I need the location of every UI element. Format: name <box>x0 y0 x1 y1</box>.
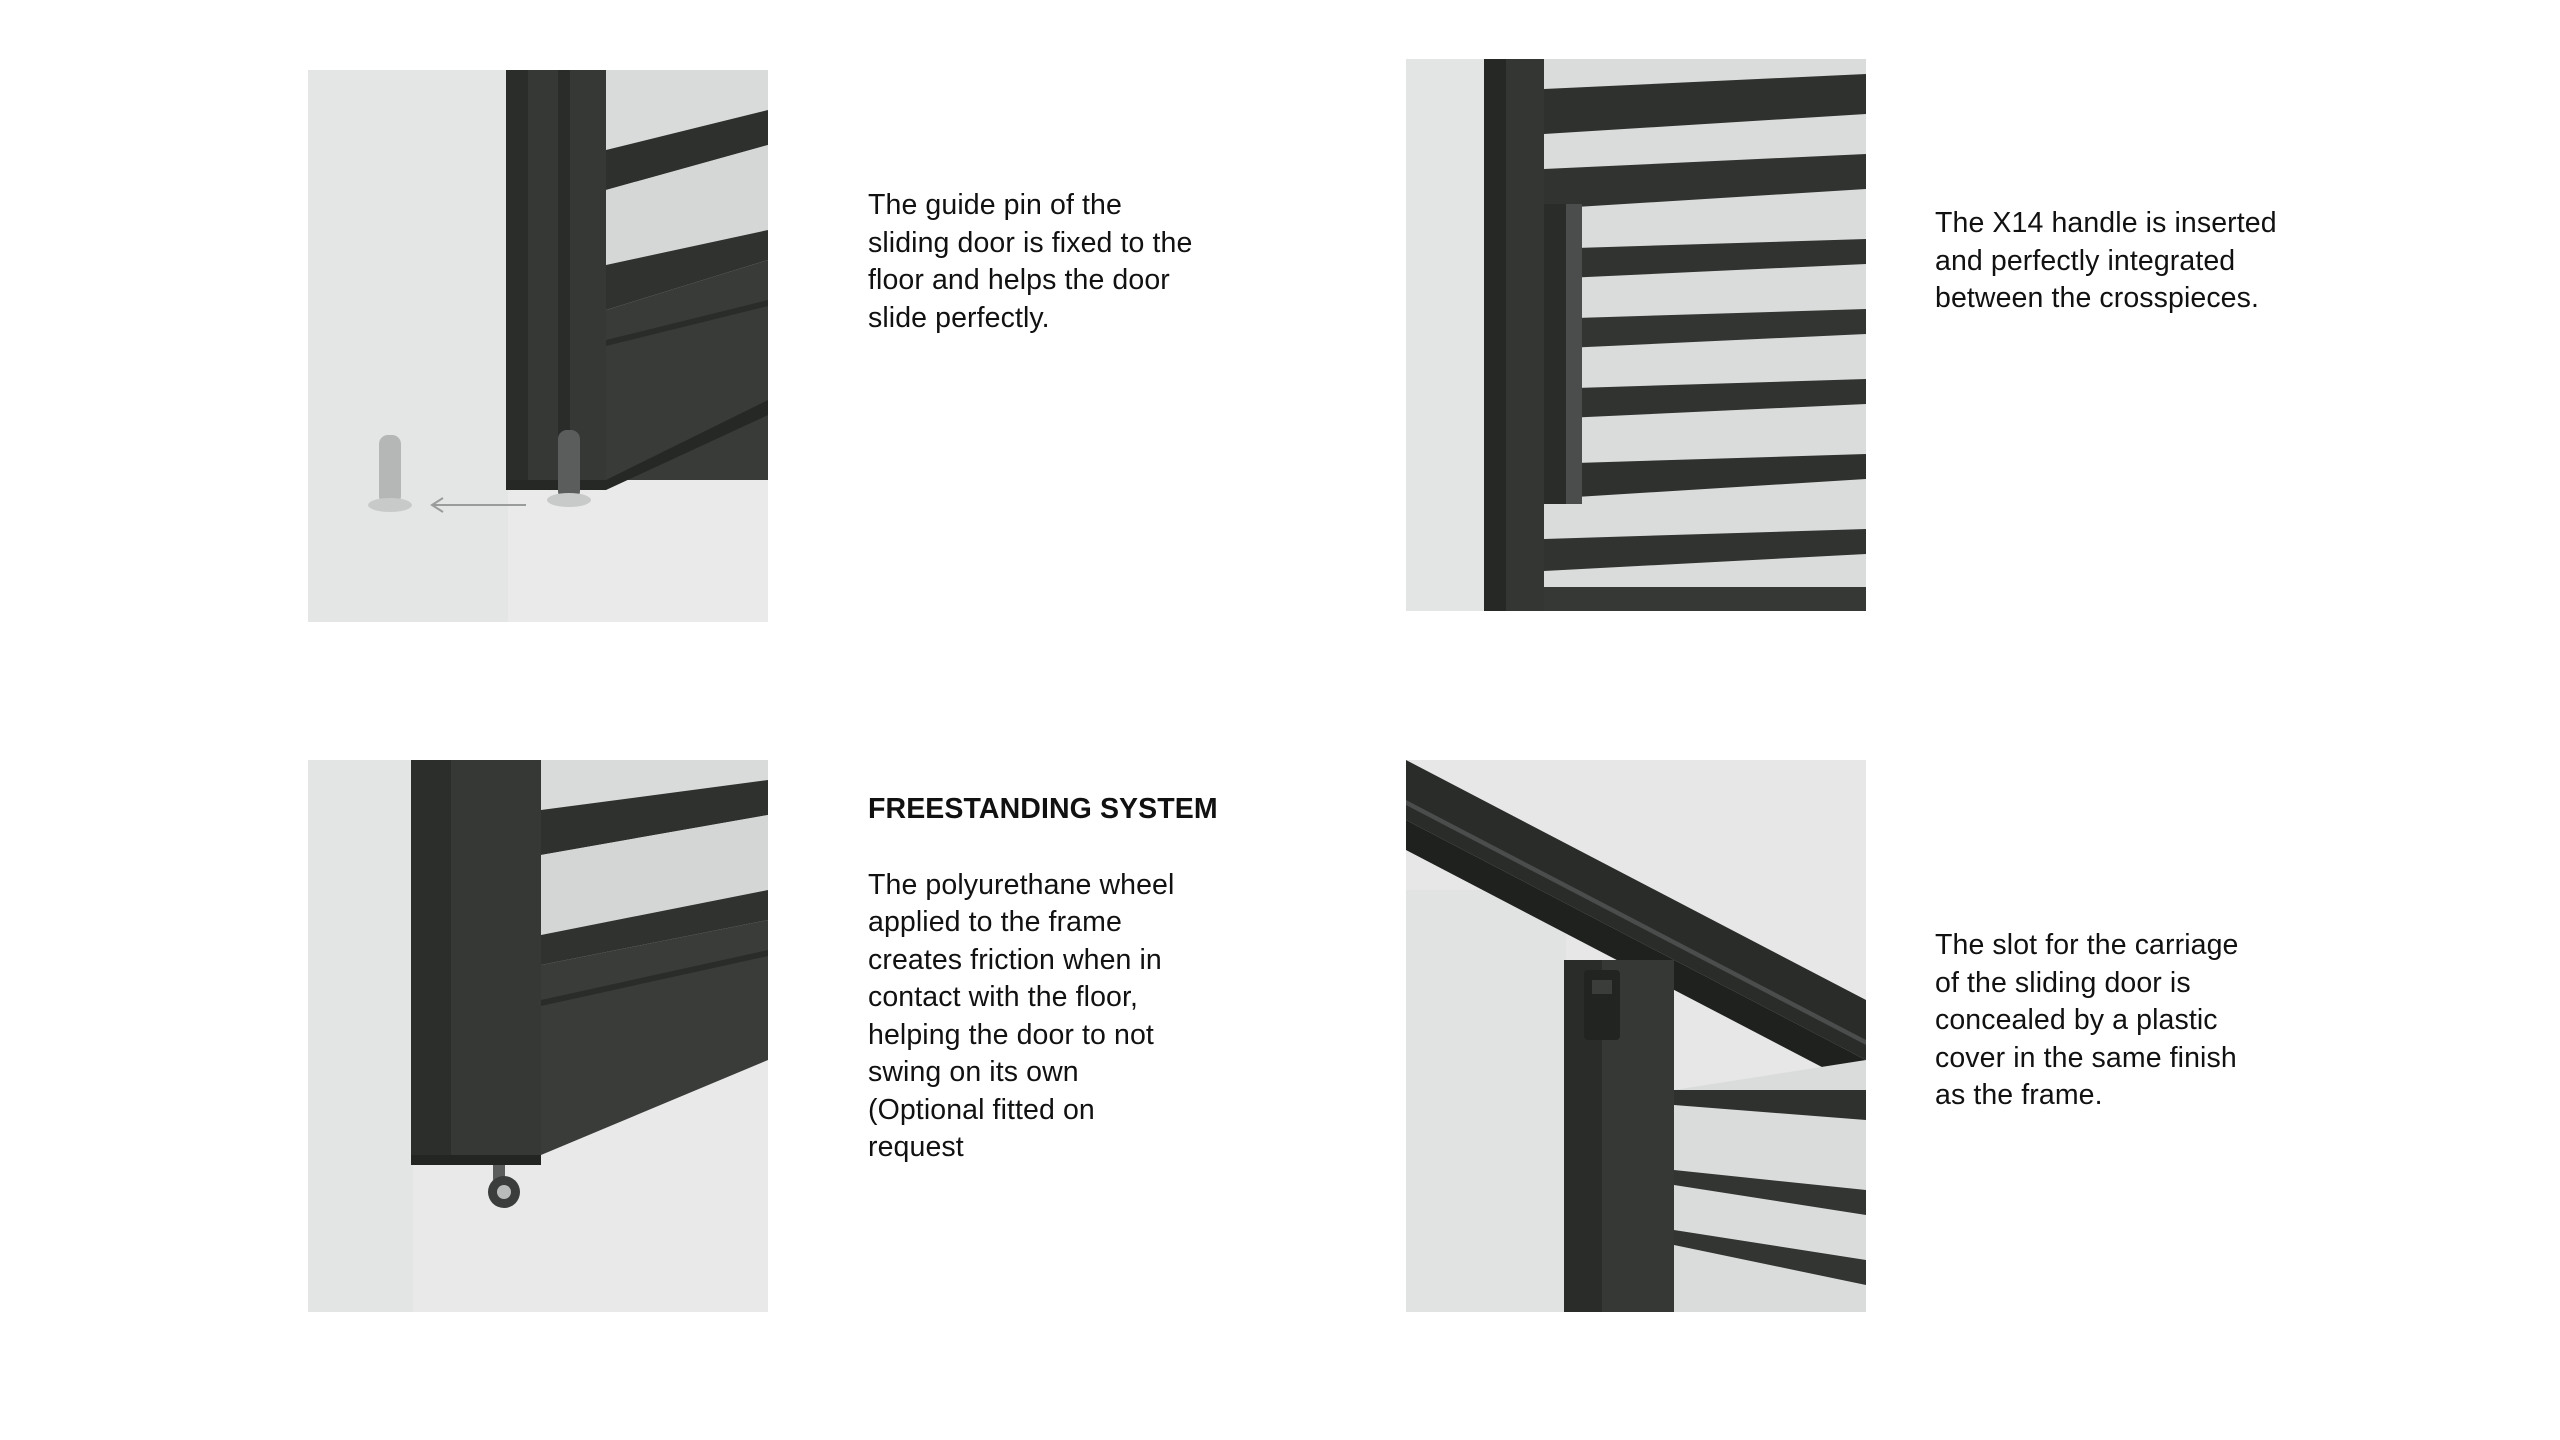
x14-handle-description <box>1935 205 2295 318</box>
polyurethane-wheel-photo <box>308 760 768 1312</box>
guide-pin-photo <box>308 70 768 622</box>
freestanding-system-description <box>868 791 1228 1167</box>
carriage-slot-description <box>1935 927 2295 1115</box>
x14-handle-photo <box>1406 59 1866 611</box>
freestanding-system-text: The polyurethane wheel applied to the frame creates friction when in contact with the floor, helping the door to not swing on its own (Optional fitted on request <box>868 868 1175 1163</box>
carriage-slot-text: The slot for the carriage of the sliding door is concealed by a plastic cover in the same finish as the frame. <box>1935 929 2239 1111</box>
guide-pin-description <box>868 187 1228 337</box>
x14-handle-text: The X14 handle is inserted and perfectly integrated between the crosspieces. <box>1935 207 2277 314</box>
freestanding-system-heading: FREESTANDING SYSTEM <box>868 793 1218 825</box>
guide-pin-text: The guide pin of the sliding door is fixed to the floor and helps the door slide perfectly. <box>868 189 1193 334</box>
carriage-slot-photo <box>1406 760 1866 1312</box>
